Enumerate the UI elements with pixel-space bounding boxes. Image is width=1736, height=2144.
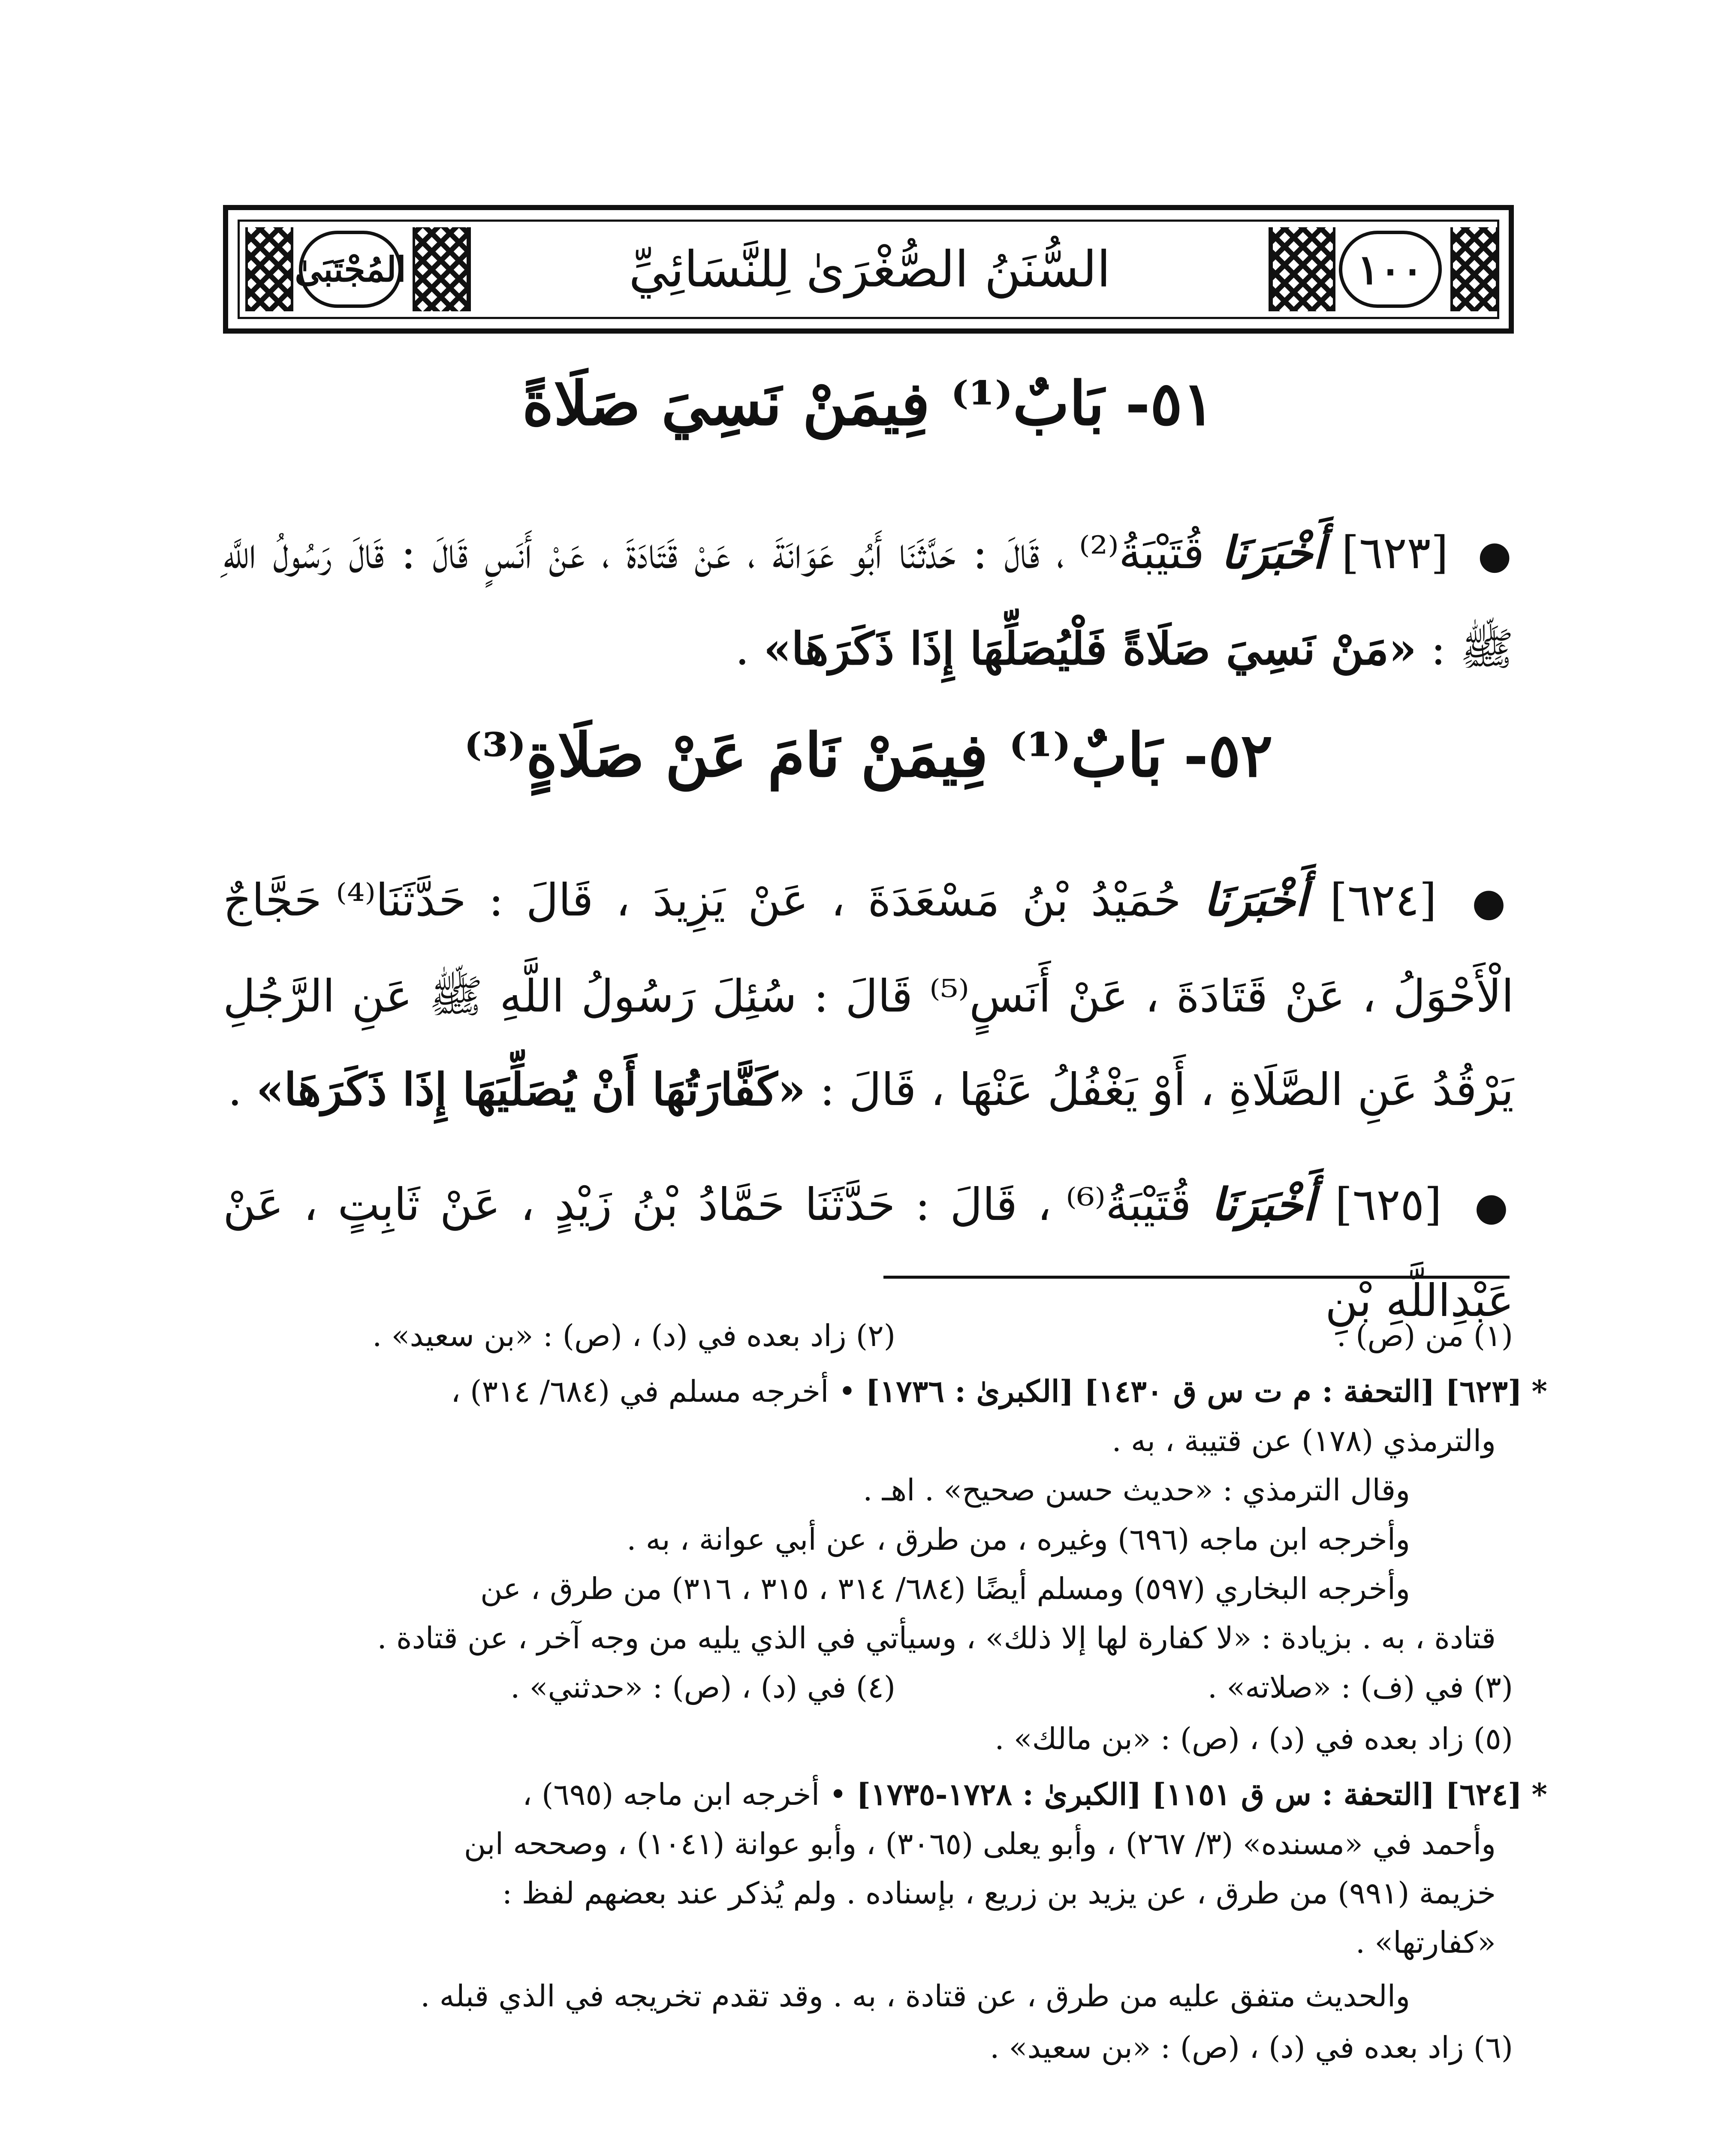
takhrij-623-muslim: • أخرجه مسلم في (٦٨٤/ ٣١٤) ، (451, 1374, 856, 1409)
takhrij-624-line-5: والحديث متفق عليه من طرق ، عن قتادة ، به . وقد تقدم تخريجه في الذي قبله . (420, 1978, 1410, 2014)
hadith-number: [٦٢٤] (1330, 874, 1437, 926)
header-ornament (245, 227, 293, 311)
takhrij-624-reference: [٦٢٤] [التحفة : س ق ١١٥١] [الكبرىٰ : ١٧٢٨-١٧٣٥] (856, 1777, 1522, 1812)
hadith-number: [٦٢٥] (1335, 1178, 1442, 1231)
bullet-icon: ● (1474, 1184, 1514, 1229)
hadith-text: قُتَيْبَةُ⁽⁶⁾ ، قَالَ : حَدَّثَنَا حَمَّادُ بْنُ زَيْدٍ ، عَنْ ثَابِتٍ ، عَنْ عَبْدِاللَّهِ بْنِ (223, 1178, 1514, 1327)
hadith-623 (223, 506, 1514, 696)
takhrij-624-line-3: خزيمة (٩٩١) من طرق ، عن يزيد بن زريع ، بإسناده . ولم يُذكر عند بعضهم لفظ : (502, 1876, 1496, 1911)
page-header (223, 205, 1514, 334)
takhrij-624-line-2: وأحمد في «مسنده» (٣/ ٢٦٧) ، وأبو يعلى (٣٠٦٥) ، وأبو عوانة (١٠٤١) ، وصححه ابن (464, 1826, 1496, 1861)
header-ornament (1450, 227, 1498, 311)
footnote-5: (٥) زاد بعده في (د) ، (ص) : «بن مالك» . (995, 1721, 1513, 1756)
footnote-1: (١) من (ص) . (1336, 1318, 1513, 1353)
takhrij-623-line-4: وأخرجه ابن ماجه (٦٩٦) وغيره ، من طرق ، عن أبي عوانة ، به . (627, 1522, 1410, 1557)
footnote-separator (883, 1276, 1510, 1279)
asterisk-icon: * (1531, 1373, 1547, 1409)
akhbarana-word: أَخْبَرَنَا (1211, 1178, 1315, 1231)
takhrij-623-line-6: قتادة ، به . بزيادة : «لا كفارة لها إلا ذلك» ، وسيأتي في الذي يليه من وجه آخر ، عن قتادة . (377, 1620, 1496, 1656)
takhrij-623-reference: [٦٢٣] [التحفة : م ت س ق ١٤٣٠] [الكبرىٰ : ١٧٣٦] (865, 1373, 1522, 1409)
header-ornament (413, 227, 469, 311)
bullet-icon: ● (1477, 533, 1514, 578)
hadith-quote: «مَنْ نَسِيَ صَلَاةً فَلْيُصَلِّهَا إِذَا ذَكَرَهَا» (763, 622, 1417, 675)
footnote-2: (٢) زاد بعده في (د) ، (ص) : «بن سعيد» . (372, 1318, 895, 1353)
hadith-quote: «كَفَّارَتُهَا أَنْ يُصَلِّيَهَا إِذَا ذَكَرَهَا» (256, 1063, 806, 1116)
footnote-4: (٤) في (د) ، (ص) : «حدثني» . (510, 1670, 895, 1705)
takhrij-624-line-1 (522, 1771, 1547, 1818)
header-ornament (1270, 227, 1335, 311)
hadith-number: [٦٢٣] (1341, 527, 1449, 579)
section-title-52: ٥٢- بَابٌ⁽¹⁾ فِيمَنْ نَامَ عَنْ صَلَاةٍ⁽³⁾ (464, 720, 1273, 791)
hadith-ending: . (228, 1063, 256, 1116)
page-number: ١٠٠ (1339, 231, 1442, 308)
takhrij-623-line-3: وقال الترمذي : «حديث حسن صحيح» . اهـ . (863, 1472, 1410, 1508)
book-title: السُّنَنُ الصُّغْرَىٰ لِلنَّسَائِيِّ (468, 227, 1271, 311)
book-emblem: المُجْتَبَىٰ (299, 231, 402, 308)
hadith-text: حُمَيْدُ بْنُ مَسْعَدَةَ ، عَنْ يَزِيدَ ، قَالَ : حَدَّثَنَا⁽⁴⁾ حَجَّاجٌ الْأَحْوَلُ ، عَنْ قَتَادَةَ ، عَنْ أَنَسٍ⁽⁵⁾ قَالَ : سُئِلَ رَسُولُ اللَّهِ ﷺ عَنِ الرَّجُلِ يَرْقُدُ عَنِ الصَّلَاةِ ، أَوْ يَغْفُلُ عَنْهَا ، قَالَ : (223, 874, 1514, 1116)
takhrij-623-line-2: والترمذي (١٧٨) عن قتيبة ، به . (1112, 1423, 1496, 1458)
akhbarana-word: أَخْبَرَنَا (1221, 526, 1325, 579)
asterisk-icon: * (1531, 1777, 1547, 1812)
takhrij-623-line-5: وأخرجه البخاري (٥٩٧) ومسلم أيضًا (٦٨٤/ ٣١٤ ، ٣١٥ ، ٣١٦) من طرق ، عن (480, 1571, 1410, 1606)
takhrij-624-ibnmajah: • أخرجه ابن ماجه (٦٩٥) ، (522, 1777, 847, 1812)
footnote-3: (٣) في (ف) : «صلاته» . (1207, 1670, 1513, 1705)
section-title-51: ٥١- بَابٌ⁽¹⁾ فِيمَنْ نَسِيَ صَلَاةً (522, 369, 1215, 439)
hadith-ending: . (735, 623, 764, 675)
bullet-icon: ● (1472, 880, 1514, 925)
takhrij-624-line-4: «كفارتها» . (1355, 1925, 1496, 1960)
takhrij-623-line-1 (451, 1368, 1547, 1415)
hadith-text: قُتَيْبَةُ⁽²⁾ ، قَالَ : حَدَّثَنَا أَبُو عَوَانَةَ ، عَنْ قَتَادَةَ ، عَنْ أَنَسٍ قَالَ : قَالَ رَسُولُ اللَّهِ ﷺ : (223, 527, 1514, 675)
hadith-624 (223, 853, 1514, 1136)
footnote-6: (٦) زاد بعده في (د) ، (ص) : «بن سعيد» . (990, 2030, 1513, 2065)
akhbarana-word: أَخْبَرَنَا (1203, 873, 1308, 926)
